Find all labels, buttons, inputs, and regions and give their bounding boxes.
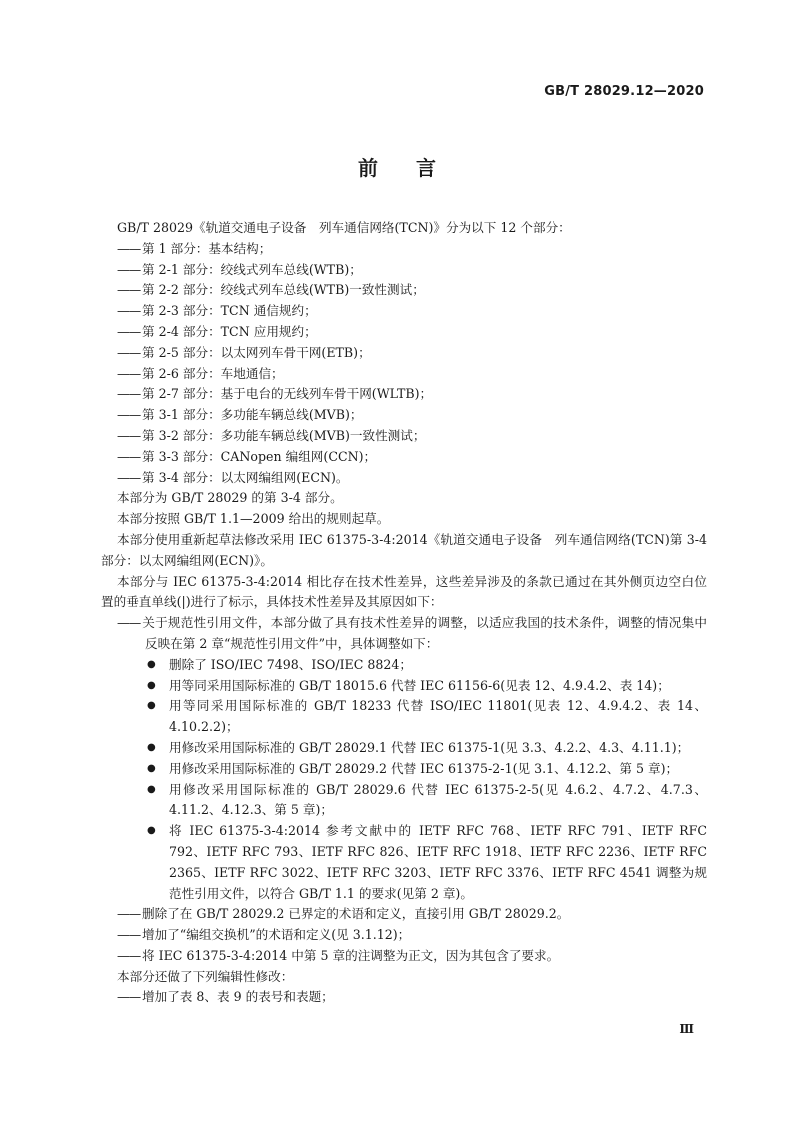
parts-list xyxy=(117,239,707,489)
other-diff-item xyxy=(117,946,707,967)
normative-bullet xyxy=(117,655,707,676)
normative-bullet-text: 用修改采用国际标准的 GB/T 28029.1 代替 IEC 61375-1(见 3.3、4.2.2、4.3、4.11.1)； xyxy=(169,739,690,755)
part-item-text: 第 1 部分：基本结构； xyxy=(142,240,272,256)
part-item xyxy=(117,468,707,489)
dash-mark: —— xyxy=(117,365,141,381)
dash-mark: —— xyxy=(117,427,141,443)
dash-mark: —— xyxy=(117,927,141,943)
part-item xyxy=(117,280,707,301)
part-item xyxy=(117,239,707,260)
dash-mark: —— xyxy=(117,282,141,298)
part-item xyxy=(117,384,707,405)
statement-rules: 本部分按照 GB/T 1.1—2009 给出的规则起草。 xyxy=(117,511,390,527)
normative-bullet-list xyxy=(117,655,707,905)
normative-bullet-text: 将 IEC 61375-3-4:2014 参考文献中的 IETF RFC 768、IETF RFC 791、IETF RFC 792、IETF RFC 793、IETF RFC 826、IETF RFC 1918、IETF RFC 2236、IETF RFC 2365、IETF RFC 3022、IETF RFC 3203、IETF RFC 3376、IETF RFC 4541 调整为规范性引用文件，以符合 GB/T 1.1 的要求(见第 2 章)。 xyxy=(169,823,707,901)
bullet-dot-icon: ● xyxy=(147,679,156,691)
dash-mark: —— xyxy=(117,323,141,339)
part-item-text: 第 2-4 部分：TCN 应用规约； xyxy=(142,323,317,339)
diff-normative-text: 关于规范性引用文件，本部分做了具有技术性差异的调整，以适应我国的技术条件，调整的情况集中反映在第 2 章“规范性引用文件”中，具体调整如下： xyxy=(142,615,707,651)
other-diff-item xyxy=(117,904,707,925)
normative-bullet-text: 用修改采用国际标准的 GB/T 28029.6 代替 IEC 61375-2-5(见 4.6.2、4.7.2、4.7.3、4.11.2、4.12.3、第 5 章)； xyxy=(169,781,707,818)
part-item xyxy=(117,322,707,343)
dash-mark: —— xyxy=(117,615,141,631)
dash-mark: —— xyxy=(117,240,141,256)
bullet-dot-icon: ● xyxy=(147,762,156,774)
editorial-intro: 本部分还做了下列编辑性修改： xyxy=(117,968,294,984)
dash-mark: —— xyxy=(117,344,141,360)
part-item xyxy=(117,301,707,322)
bullet-dot-icon: ● xyxy=(147,783,156,795)
part-item-text: 第 3-1 部分：多功能车辆总线(MVB)； xyxy=(142,407,363,423)
part-item-text: 第 3-4 部分：以太网编组网(ECN)。 xyxy=(142,469,349,485)
part-item-text: 第 2-3 部分：TCN 通信规约； xyxy=(142,303,317,319)
editorial-item xyxy=(117,987,707,1008)
part-item-text: 第 3-2 部分：多功能车辆总线(MVB)一致性测试； xyxy=(142,427,426,443)
part-item-text: 第 2-5 部分：以太网列车骨干网(ETB)； xyxy=(142,344,371,360)
statement-adoption: 本部分使用重新起草法修改采用 IEC 61375-3-4:2014《轨道交通电子设备 列车通信网络(TCN)第 3-4 部分：以太网编组网(ECN)》。 xyxy=(101,531,707,568)
part-item xyxy=(117,260,707,281)
dash-mark: —— xyxy=(117,906,141,922)
bullet-dot-icon: ● xyxy=(147,825,156,837)
part-item xyxy=(117,426,707,447)
editorial-item-text: 增加了表 8、表 9 的表号和表题； xyxy=(142,989,334,1005)
dash-mark: —— xyxy=(117,303,141,319)
part-item-text: 第 2-1 部分：绞线式列车总线(WTB)； xyxy=(142,261,362,277)
normative-bullet-text: 用等同采用国际标准的 GB/T 18233 代替 ISO/IEC 11801(见表 12、4.9.4.2、表 14、4.10.2.2)； xyxy=(169,698,707,735)
other-diff-item-text: 删除了在 GB/T 28029.2 已界定的术语和定义，直接引用 GB/T 28029.2。 xyxy=(142,906,570,922)
dash-mark: —— xyxy=(117,386,141,402)
normative-bullet xyxy=(117,780,707,822)
normative-bullet xyxy=(117,676,707,697)
normative-bullet xyxy=(117,759,707,780)
part-item-text: 第 2-7 部分：基于电台的无线列车骨干网(WLTB)； xyxy=(142,386,433,402)
foreword-body xyxy=(101,218,707,1008)
normative-bullet xyxy=(117,821,707,904)
bullet-dot-icon: ● xyxy=(147,741,156,753)
part-item xyxy=(117,447,707,468)
bullet-dot-icon: ● xyxy=(147,658,156,670)
diff-normative-item xyxy=(117,613,707,655)
normative-bullet-text: 用等同采用国际标准的 GB/T 18015.6 代替 IEC 61156-6(见表 12、4.9.4.2、表 14)； xyxy=(169,677,670,693)
dash-mark: —— xyxy=(117,989,141,1005)
part-item-text: 第 2-6 部分：车地通信； xyxy=(142,365,284,381)
part-item xyxy=(117,343,707,364)
dash-mark: —— xyxy=(117,469,141,485)
dash-mark: —— xyxy=(117,947,141,963)
other-diff-item-text: 增加了“编组交换机”的术语和定义(见 3.1.12)； xyxy=(142,927,411,943)
normative-bullet xyxy=(117,738,707,759)
other-diff-item-text: 将 IEC 61375-3-4:2014 中第 5 章的注调整为正文，因为其包含了要求。 xyxy=(142,947,560,963)
normative-bullet-text: 用修改采用国际标准的 GB/T 28029.2 代替 IEC 61375-2-1(见 3.1、4.12.2、第 5 章)； xyxy=(169,760,679,776)
page-number: Ⅲ xyxy=(679,1022,694,1036)
normative-bullet xyxy=(117,696,707,738)
intro-paragraph: GB/T 28029《轨道交通电子设备 列车通信网络(TCN)》分为以下 12 个部分： xyxy=(117,220,571,235)
dash-mark: —— xyxy=(117,407,141,423)
dash-mark: —— xyxy=(117,261,141,277)
page-title: 前言 xyxy=(358,156,474,180)
statement-differences: 本部分与 IEC 61375-3-4:2014 相比存在技术性差异，这些差异涉及的条款已通过在其外侧页边空白位置的垂直单线(|)进行了标示，具体技术性差异及其原因如下： xyxy=(101,573,707,610)
statement-part: 本部分为 GB/T 28029 的第 3-4 部分。 xyxy=(117,490,343,506)
editorial-list xyxy=(117,987,707,1008)
bullet-dot-icon: ● xyxy=(147,700,156,712)
part-item xyxy=(117,364,707,385)
dash-mark: —— xyxy=(117,448,141,464)
part-item-text: 第 2-2 部分：绞线式列车总线(WTB)一致性测试； xyxy=(142,282,425,298)
other-diff-item xyxy=(117,925,707,946)
other-diffs-list xyxy=(117,904,707,966)
normative-bullet-text: 删除了 ISO/IEC 7498、ISO/IEC 8824； xyxy=(169,656,413,672)
part-item xyxy=(117,405,707,426)
standard-number: GB/T 28029.12—2020 xyxy=(544,84,704,99)
part-item-text: 第 3-3 部分：CANopen 编组网(CCN)； xyxy=(142,448,377,464)
